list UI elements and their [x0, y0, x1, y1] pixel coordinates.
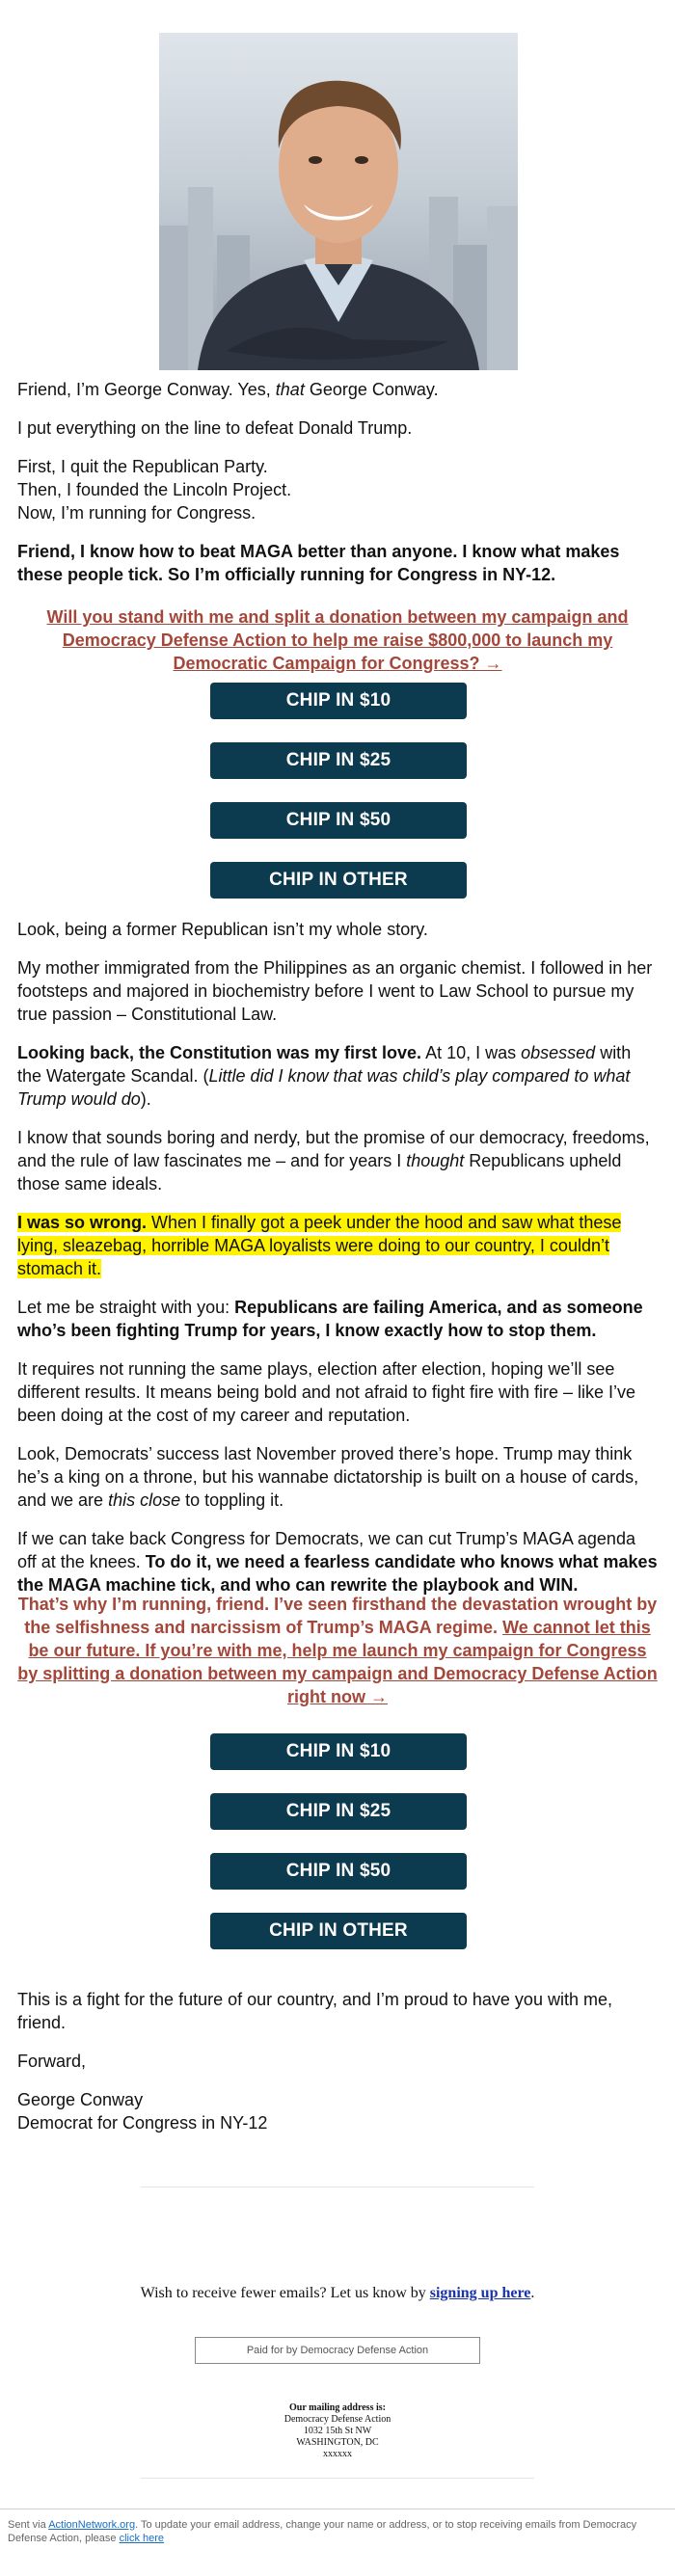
ask-2-link[interactable]: We cannot let this be our future. If you’re with me, help me launch my campaign for Congress by splitting a donation between my campaign and Democracy Defense Action right now →: [17, 1618, 658, 1706]
mailing-city: WASHINGTON, DC: [296, 2437, 379, 2448]
intro-list-3: Now, I’m running for Congress.: [17, 503, 256, 523]
mailing-street: 1032 15th St NW: [303, 2426, 372, 2436]
signature-title: Democrat for Congress in NY-12: [17, 2113, 268, 2133]
chip-in-25-button[interactable]: CHIP IN $25: [210, 742, 467, 779]
intro-bold-paragraph: Friend, I know how to beat MAGA better than anyone. I know what makes these people tick. So I’m officially running for Congress in NY-12.: [17, 542, 620, 584]
story-paragraph-9: If we can take back Congress for Democrats, we can cut Trump’s MAGA agenda off at the knees. To do it, we need a fearless candidate who knows what makes the MAGA machine tick, and who can rewrite the playbook and WIN.: [17, 1529, 658, 1595]
story-paragraph-4: I know that sounds boring and nerdy, but the promise of our democracy, freedoms, and the rule of law fascinates me – and for years I thought Republicans upheld those same ideals.: [17, 1128, 650, 1194]
donation-ask-link[interactable]: [42, 605, 633, 675]
story-paragraph-6: Let me be straight with you: Republicans are failing America, and as someone who’s been fighting Trump for years, I know exactly how to stop them.: [17, 1298, 643, 1340]
actionnetwork-link[interactable]: ActionNetwork.org: [48, 2519, 136, 2531]
signing-up-here-link[interactable]: signing up here: [429, 2285, 531, 2301]
story-paragraph-1: Look, being a former Republican isn’t my whole story.: [17, 920, 428, 939]
closing-forward: Forward,: [17, 2052, 87, 2071]
click-here-link[interactable]: click here: [119, 2533, 165, 2544]
donation-ask-text[interactable]: Will you stand with me and split a donation between my campaign and Democracy Defense Action to help me raise $800,000 to launch my Democratic Campaign for Congress? →: [46, 607, 629, 673]
story-paragraph-8: Look, Democrats’ success last November proved there’s hope. Trump may think he’s a king on a throne, but his wannabe dictatorship is built on a house of cards, and we are this close to toppling it.: [17, 1444, 639, 1510]
chip-in-10-button[interactable]: CHIP IN $10: [210, 683, 467, 719]
closing-paragraph: This is a fight for the future of our country, and I’m proud to have you with me, friend.: [17, 1990, 612, 2032]
footer-divider-bottom: [141, 2478, 534, 2479]
mailing-label: Our mailing address is:: [289, 2402, 386, 2413]
chip-in-other-button-2[interactable]: CHIP IN OTHER: [210, 1913, 467, 1949]
intro-list-2: Then, I founded the Lincoln Project.: [17, 480, 292, 499]
candidate-portrait: [159, 33, 518, 370]
chip-in-50-button-2[interactable]: CHIP IN $50: [210, 1853, 467, 1890]
ask-2-text: That’s why I’m running, friend. I’ve seen firsthand the devastation wrought by the selfishness and narcissism of Trump’s MAGA regime.: [17, 1595, 658, 1637]
intro-line-1: Friend, I’m George Conway. Yes, that George Conway.: [17, 380, 439, 399]
chip-in-other-button[interactable]: CHIP IN OTHER: [210, 862, 467, 899]
chip-in-25-button-2[interactable]: CHIP IN $25: [210, 1793, 467, 1830]
candidate-photo: [159, 33, 518, 370]
footer-text: Sent via ActionNetwork.org. To update your email address, change your name or address, or to stop receiving emails from Democracy Defense Action, please click here: [8, 2519, 637, 2544]
paid-for-box: Paid for by Democracy Defense Action: [195, 2337, 480, 2364]
fewer-emails-text: Wish to receive fewer emails? Let us know by signing up here.: [140, 2285, 535, 2301]
story-paragraph-3: Looking back, the Constitution was my first love. At 10, I was obsessed with the Watergate Scandal. (Little did I know that was child’s play compared to what Trump would do).: [17, 1043, 632, 1109]
donation-ask-2[interactable]: [17, 1593, 658, 1708]
chip-in-10-button-2[interactable]: CHIP IN $10: [210, 1733, 467, 1770]
signature-name: George Conway: [17, 2090, 144, 2109]
story-paragraph-7: It requires not running the same plays, election after election, hoping we’ll see different results. It means being bold and not afraid to fight fire with fire – like I’ve been doing at the cost of my career and reputation.: [17, 1359, 636, 1425]
story-paragraph-2: My mother immigrated from the Philippines as an organic chemist. I followed in her footsteps and majored in biochemistry before I went to Law School to pursue my true passion – Constitutional Law.: [17, 958, 653, 1024]
intro-line-2: I put everything on the line to defeat Donald Trump.: [17, 418, 413, 438]
chip-in-50-button[interactable]: CHIP IN $50: [210, 802, 467, 839]
mailing-zip: xxxxxx: [323, 2449, 352, 2459]
intro-list-1: First, I quit the Republican Party.: [17, 457, 268, 476]
mailing-org: Democracy Defense Action: [284, 2414, 392, 2425]
mailing-address: [0, 2402, 675, 2460]
story-paragraph-5: I was so wrong. When I finally got a peek under the hood and saw what these lying, sleazebag, horrible MAGA loyalists were doing to our country, I couldn’t stomach it.: [17, 1213, 622, 1278]
